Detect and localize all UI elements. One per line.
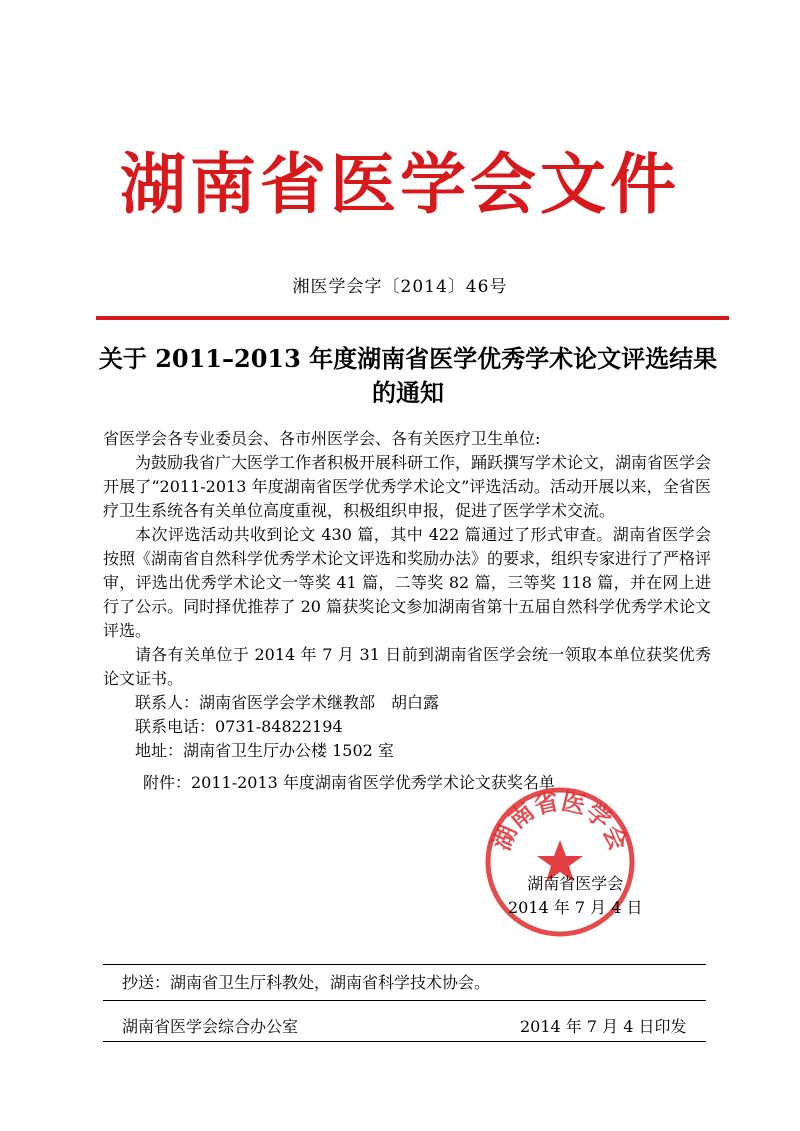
document-masthead: 湖南省医学会文件 — [120, 146, 680, 223]
cc-line: 抄送：湖南省卫生厅科教处，湖南省科学技术协会。 — [122, 973, 491, 992]
attachment-note: 附件：2011-2013 年度湖南省医学优秀学术论文获奖名单 — [143, 773, 555, 792]
salutation: 省医学会各专业委员会、各市州医学会、各有关医疗卫生单位: — [103, 429, 541, 448]
footer-divider-middle — [103, 1000, 706, 1001]
contact-phone: 联系电话：0731-84822194 — [135, 717, 343, 736]
footer-divider-top — [103, 964, 706, 965]
issue-date: 2014 年 7 月 4 日印发 — [520, 1017, 687, 1036]
paragraph-2: 本次评选活动共收到论文 430 篇，其中 422 篇通过了形式审查。湖南省医学会按照《湖南省自然科学优秀学术论文评选和奖励办法》的要求，组织专家进行了严格评审，评选出优秀学术论文一等奖 41 篇，二等奖 82 篇，三等奖 118 篇，并在网上进行了公示。同时择优推荐了 20 篇获奖论文参加湖南省第十五届自然科学优秀学术论文评选。 — [103, 525, 712, 640]
paragraph-1: 为鼓励我省广大医学工作者积极开展科研工作，踊跃撰写学术论文，湖南省医学会开展了“2011-2013 年度湖南省医学优秀学术论文”评选活动。活动开展以来，全省医疗卫生系统各有关单位高度重视，积极组织申报，促进了医学学术交流。 — [103, 453, 712, 520]
red-divider — [96, 316, 729, 320]
title-line-2: 的通知 — [372, 378, 444, 407]
issuing-office: 湖南省医学会综合办公室 — [122, 1017, 299, 1036]
footer-divider-bottom — [103, 1041, 706, 1042]
title-line-1: 关于 2011–2013 年度湖南省医学优秀学术论文评选结果 — [98, 344, 718, 373]
document-body — [103, 427, 711, 763]
contact-person: 联系人：湖南省医学会学术继教部 胡白露 — [135, 693, 440, 712]
signature-date: 2014 年 7 月 4 日 — [508, 898, 643, 917]
document-title — [88, 342, 728, 410]
signature-organization: 湖南省医学会 — [527, 874, 624, 893]
signature-block — [508, 872, 643, 920]
contact-address: 地址：湖南省卫生厅办公楼 1502 室 — [135, 741, 394, 760]
document-number: 湘医学会字〔2014〕46号 — [292, 277, 508, 297]
paragraph-3: 请各有关单位于 2014 年 7 月 31 日前到湖南省医学会统一领取本单位获奖优秀论文证书。 — [103, 645, 711, 688]
svg-text:湖南省医学会: 湖南省医学会 — [487, 787, 633, 855]
